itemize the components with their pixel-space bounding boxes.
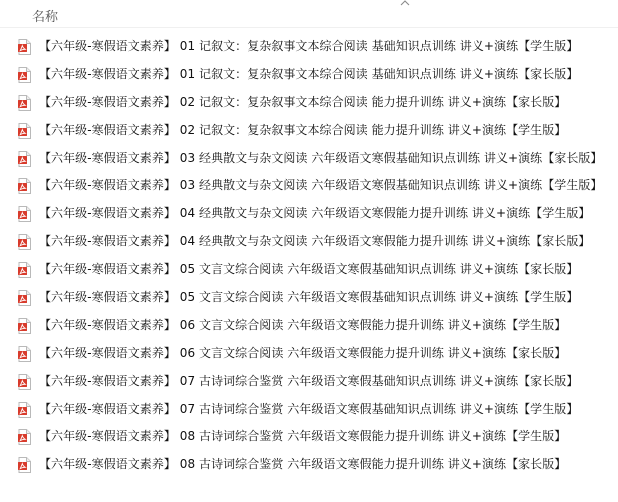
file-name: 【六年级-寒假语文素养】 07 古诗词综合鉴赏 六年级语文寒假基础知识点训练 讲义+演练【家长版】 — [39, 373, 579, 388]
pdf-file-icon — [18, 402, 31, 418]
file-row[interactable] — [0, 367, 618, 395]
chevron-up-icon — [399, 0, 411, 8]
pdf-file-icon — [18, 290, 31, 306]
pdf-file-icon — [18, 123, 31, 139]
file-name: 【六年级-寒假语文素养】 08 古诗词综合鉴赏 六年级语文寒假能力提升训练 讲义+演练【家长版】 — [39, 457, 567, 472]
file-row[interactable] — [0, 116, 618, 144]
file-name: 【六年级-寒假语文素养】 04 经典散文与杂文阅读 六年级语文寒假能力提升训练 讲义+演练【家长版】 — [39, 234, 591, 249]
column-header — [0, 0, 618, 28]
pdf-file-icon — [18, 262, 31, 278]
column-header-name[interactable]: 名称 — [32, 10, 59, 25]
file-name: 【六年级-寒假语文素养】 02 记叙文：复杂叙事文本综合阅读 能力提升训练 讲义+演练【学生版】 — [39, 122, 567, 137]
file-row[interactable] — [0, 88, 618, 116]
pdf-file-icon — [18, 67, 31, 83]
file-name: 【六年级-寒假语文素养】 01 记叙文：复杂叙事文本综合阅读 基础知识点训练 讲义+演练【学生版】 — [39, 39, 579, 53]
file-name: 【六年级-寒假语文素养】 01 记叙文：复杂叙事文本综合阅读 基础知识点训练 讲义+演练【家长版】 — [39, 66, 579, 81]
file-row[interactable] — [0, 144, 618, 172]
file-name: 【六年级-寒假语文素养】 08 古诗词综合鉴赏 六年级语文寒假能力提升训练 讲义+演练【学生版】 — [39, 429, 567, 444]
pdf-file-icon — [18, 429, 31, 445]
pdf-file-icon — [18, 206, 31, 222]
file-row[interactable] — [0, 339, 618, 367]
pdf-file-icon — [18, 457, 31, 473]
pdf-file-icon — [18, 95, 31, 111]
pdf-file-icon — [18, 374, 31, 390]
file-row[interactable] — [0, 450, 618, 478]
pdf-file-icon — [18, 234, 31, 250]
file-row[interactable] — [0, 32, 618, 60]
pdf-file-icon — [18, 346, 31, 362]
file-row[interactable] — [0, 422, 618, 450]
file-name: 【六年级-寒假语文素养】 03 经典散文与杂文阅读 六年级语文寒假基础知识点训练 讲义+演练【家长版】 — [39, 150, 603, 165]
file-row[interactable] — [0, 255, 618, 283]
file-row[interactable] — [0, 227, 618, 255]
file-row[interactable] — [0, 395, 618, 423]
pdf-file-icon — [18, 318, 31, 334]
file-list — [0, 32, 618, 478]
file-name: 【六年级-寒假语文素养】 03 经典散文与杂文阅读 六年级语文寒假基础知识点训练 讲义+演练【学生版】 — [39, 178, 603, 193]
pdf-file-icon — [18, 39, 31, 55]
file-name: 【六年级-寒假语文素养】 05 文言文综合阅读 六年级语文寒假基础知识点训练 讲义+演练【家长版】 — [39, 262, 579, 277]
file-name: 【六年级-寒假语文素养】 07 古诗词综合鉴赏 六年级语文寒假基础知识点训练 讲义+演练【学生版】 — [39, 401, 579, 416]
file-name: 【六年级-寒假语文素养】 02 记叙文：复杂叙事文本综合阅读 能力提升训练 讲义+演练【家长版】 — [39, 94, 567, 109]
file-name: 【六年级-寒假语文素养】 06 文言文综合阅读 六年级语文寒假能力提升训练 讲义+演练【学生版】 — [39, 317, 567, 332]
pdf-file-icon — [18, 151, 31, 167]
pdf-file-icon — [18, 178, 31, 194]
file-name: 【六年级-寒假语文素养】 04 经典散文与杂文阅读 六年级语文寒假能力提升训练 讲义+演练【学生版】 — [39, 206, 591, 221]
file-row[interactable] — [0, 283, 618, 311]
file-name: 【六年级-寒假语文素养】 05 文言文综合阅读 六年级语文寒假基础知识点训练 讲义+演练【学生版】 — [39, 290, 579, 305]
file-row[interactable] — [0, 311, 618, 339]
file-row[interactable] — [0, 199, 618, 227]
file-row[interactable] — [0, 60, 618, 88]
file-row[interactable] — [0, 171, 618, 199]
file-name: 【六年级-寒假语文素养】 06 文言文综合阅读 六年级语文寒假能力提升训练 讲义+演练【家长版】 — [39, 345, 567, 360]
